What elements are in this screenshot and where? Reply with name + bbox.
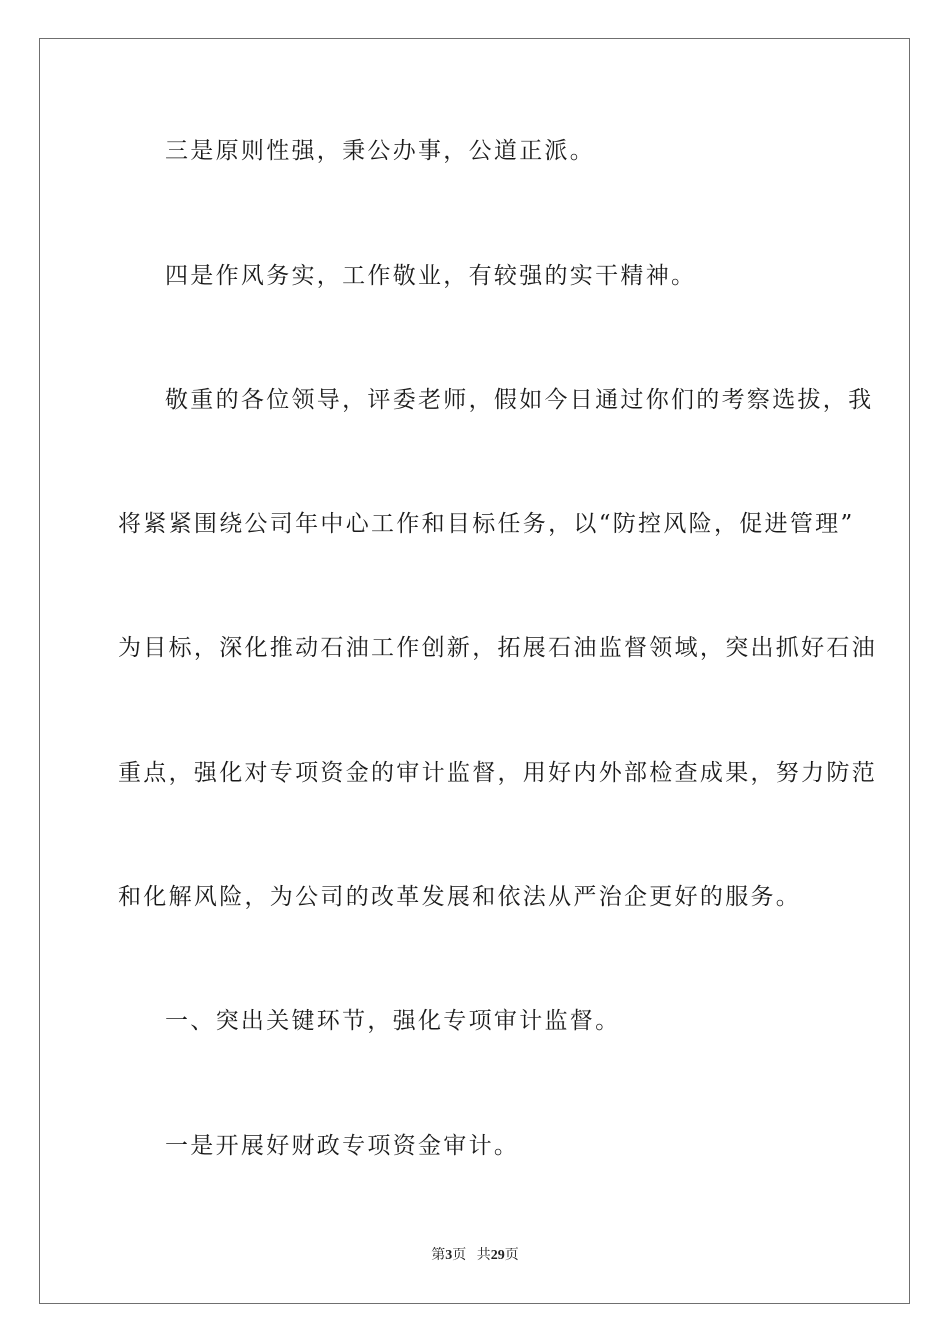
paragraph-line: 三是原则性强，秉公办事，公道正派。: [165, 138, 596, 164]
paragraph-line: 将紧紧围绕公司年中心工作和目标任务，以“防控风险，促进管理”: [118, 511, 855, 537]
paragraph-line: 为目标，深化推动石油工作创新，拓展石油监督领域，突出抓好石油: [118, 635, 877, 661]
paragraph-line: 重点，强化对专项资金的审计监督，用好内外部检查成果，努力防范: [118, 760, 877, 786]
total-prefix: 共: [476, 1248, 491, 1263]
page-prefix: 第: [431, 1248, 446, 1263]
page-footer: [0, 1244, 950, 1264]
paragraph-line: 一是开展好财政专项资金审计。: [165, 1133, 520, 1159]
paragraph-line: 和化解风险，为公司的改革发展和依法从严治企更好的服务。: [118, 884, 802, 910]
paragraph-line: 敬重的各位领导，评委老师，假如今日通过你们的考察选拔，我: [165, 387, 874, 413]
page-border: [39, 38, 910, 1304]
total-page-count: 29: [490, 1248, 505, 1263]
page-suffix: 页: [452, 1248, 467, 1263]
paragraph-line: 四是作风务实，工作敬业，有较强的实干精神。: [165, 263, 697, 289]
current-page-number: 3: [445, 1248, 453, 1263]
section-heading: 一、突出关键环节，强化专项审计监督。: [165, 1008, 621, 1034]
total-suffix: 页: [504, 1248, 519, 1263]
